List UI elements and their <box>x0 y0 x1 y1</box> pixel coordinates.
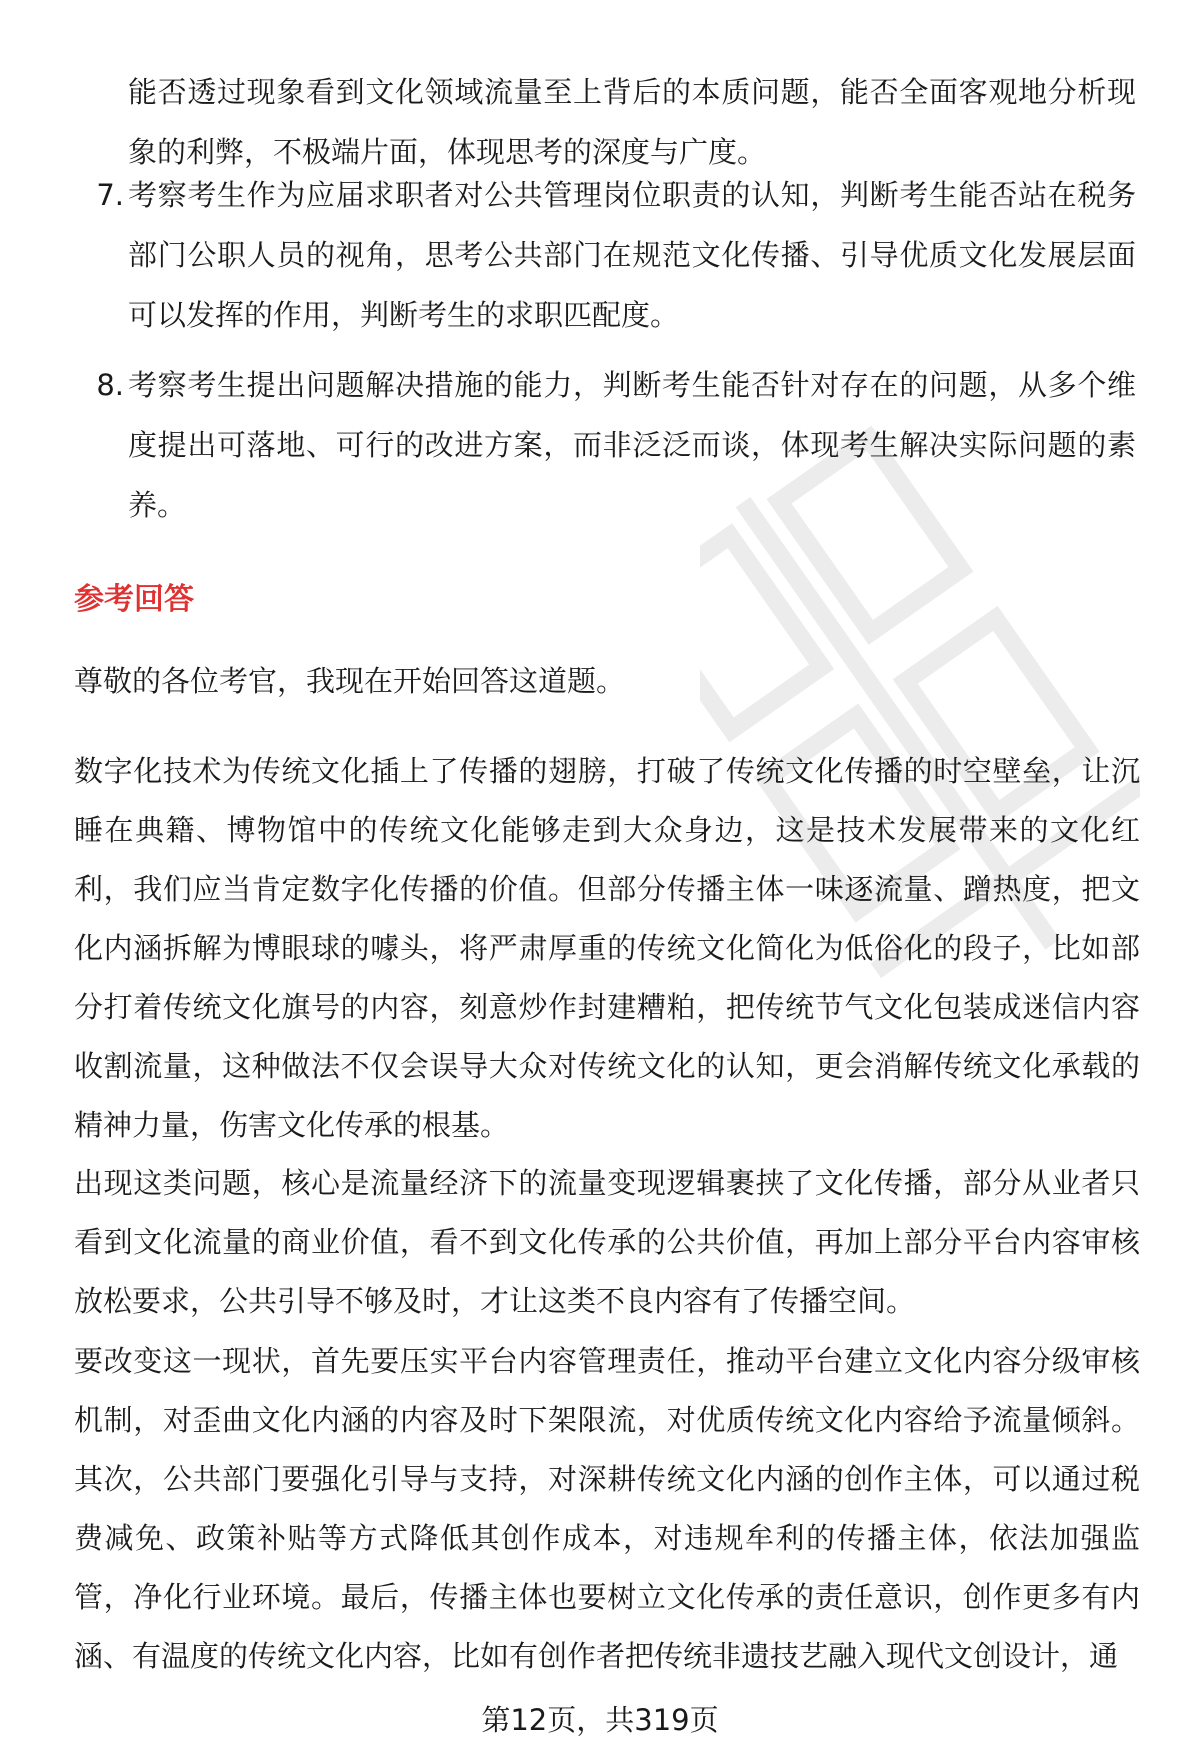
answer-paragraph: 数字化技术为传统文化插上了传播的翅膀，打破了传统文化传播的时空壁垒，让沉睡在典籍、博物馆中的传统文化能够走到大众身边，这是技术发展带来的文化红利，我们应当肯定数字化传播的价值。但部分传播主体一味逐流量、蹭热度，把文化内涵拆解为博眼球的噱头，将严肃厚重的传统文化简化为低俗化的段子，比如部分打着传统文化旗号的内容，刻意炒作封建糟粕，把传统节气文化包装成迷信内容收割流量，这种做法不仅会误导大众对传统文化的认知，更会消解传统文化承载的精神力量，伤害文化传承的根基。 <box>74 754 1140 1142</box>
list-item-number: 8. <box>96 368 124 402</box>
answer-greeting: 尊敬的各位考官，我现在开始回答这道题。 <box>74 664 626 698</box>
list-item-number: 7. <box>96 178 124 212</box>
list-item-continuation: 能否透过现象看到文化领域流量至上背后的本质问题，能否全面客观地分析现象的利弊，不极端片面，体现思考的深度与广度。 <box>128 75 1136 169</box>
answer-paragraph: 出现这类问题，核心是流量经济下的流量变现逻辑裹挟了文化传播，部分从业者只看到文化流量的商业价值，看不到文化传承的公共价值，再加上部分平台内容审核放松要求，公共引导不够及时，才让这类不良内容有了传播空间。 <box>74 1166 1140 1318</box>
answer-paragraph: 要改变这一现状，首先要压实平台内容管理责任，推动平台建立文化内容分级审核机制，对歪曲文化内涵的内容及时下架限流，对优质传统文化内容给予流量倾斜。其次，公共部门要强化引导与支持，对深耕传统文化内涵的创作主体，可以通过税费减免、政策补贴等方式降低其创作成本，对违规牟利的传播主体，依法加强监管，净化行业环境。最后，传播主体也要树立文化传承的责任意识，创作更多有内涵、有温度的传统文化内容，比如有创作者把传统非遗技艺融入现代文创设计，通 <box>74 1344 1140 1673</box>
section-heading: 参考回答 <box>74 582 194 617</box>
list-item-text: 考察考生提出问题解决措施的能力，判断考生能否针对存在的问题，从多个维度提出可落地、可行的改进方案，而非泛泛而谈，体现考生解决实际问题的素养。 <box>128 368 1136 522</box>
page-number: 第12页，共319页 <box>481 1703 719 1737</box>
list-item-text: 考察考生作为应届求职者对公共管理岗位职责的认知，判断考生能否站在税务部门公职人员的视角，思考公共部门在规范文化传播、引导优质文化发展层面可以发挥的作用，判断考生的求职匹配度。 <box>128 178 1136 332</box>
